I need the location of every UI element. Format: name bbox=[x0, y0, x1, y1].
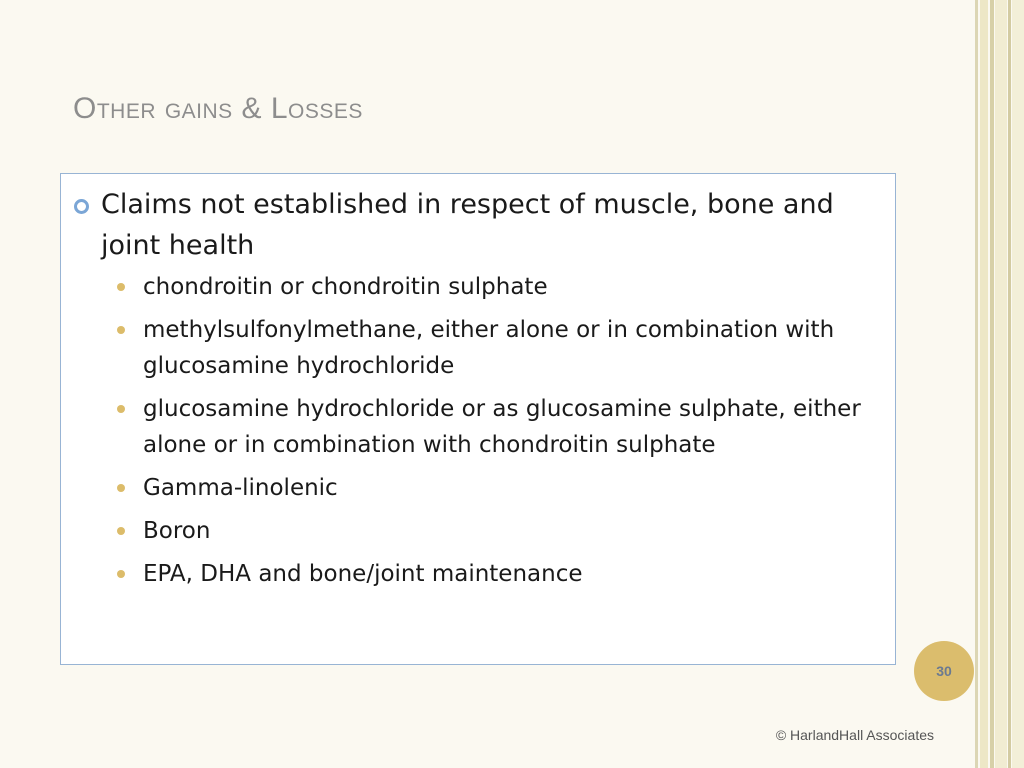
sub-bullet-item bbox=[143, 269, 895, 305]
copyright-footer: © HarlandHall Associates bbox=[775, 727, 934, 743]
sub-bullet-list bbox=[143, 269, 895, 599]
slide-title: Other gains & Losses bbox=[73, 92, 363, 125]
decorative-stripe bbox=[995, 0, 1007, 768]
dot-bullet-icon bbox=[117, 326, 125, 334]
sub-bullet-text: Boron bbox=[143, 518, 211, 544]
sub-bullet-text: glucosamine hydrochloride or as glucosamine sulphate, either alone or in combination with chondroitin sulphate bbox=[143, 396, 861, 458]
sub-bullet-item bbox=[143, 391, 895, 463]
dot-bullet-icon bbox=[117, 283, 125, 291]
dot-bullet-icon bbox=[117, 405, 125, 413]
content-box bbox=[60, 173, 896, 665]
decorative-stripe bbox=[975, 0, 978, 768]
sub-bullet-text: EPA, DHA and bone/joint maintenance bbox=[143, 561, 583, 587]
main-bullet-item bbox=[101, 184, 891, 266]
decorative-stripe bbox=[1008, 0, 1011, 768]
sub-bullet-item bbox=[143, 513, 895, 549]
sub-bullet-item bbox=[143, 312, 895, 384]
page-number-badge: 30 bbox=[914, 641, 974, 701]
sub-bullet-text: chondroitin or chondroitin sulphate bbox=[143, 274, 548, 300]
sub-bullet-text: methylsulfonylmethane, either alone or in combination with glucosamine hydrochloride bbox=[143, 317, 835, 379]
dot-bullet-icon bbox=[117, 570, 125, 578]
dot-bullet-icon bbox=[117, 484, 125, 492]
decorative-stripe bbox=[980, 0, 988, 768]
decorative-stripe bbox=[990, 0, 994, 768]
sub-bullet-item bbox=[143, 556, 895, 592]
ring-bullet-icon bbox=[74, 199, 89, 214]
dot-bullet-icon bbox=[117, 527, 125, 535]
sub-bullet-text: Gamma-linolenic bbox=[143, 475, 338, 501]
sub-bullet-item bbox=[143, 470, 895, 506]
decorative-stripe bbox=[1012, 0, 1024, 768]
main-bullet-text: Claims not established in respect of muscle, bone and joint health bbox=[101, 189, 834, 261]
